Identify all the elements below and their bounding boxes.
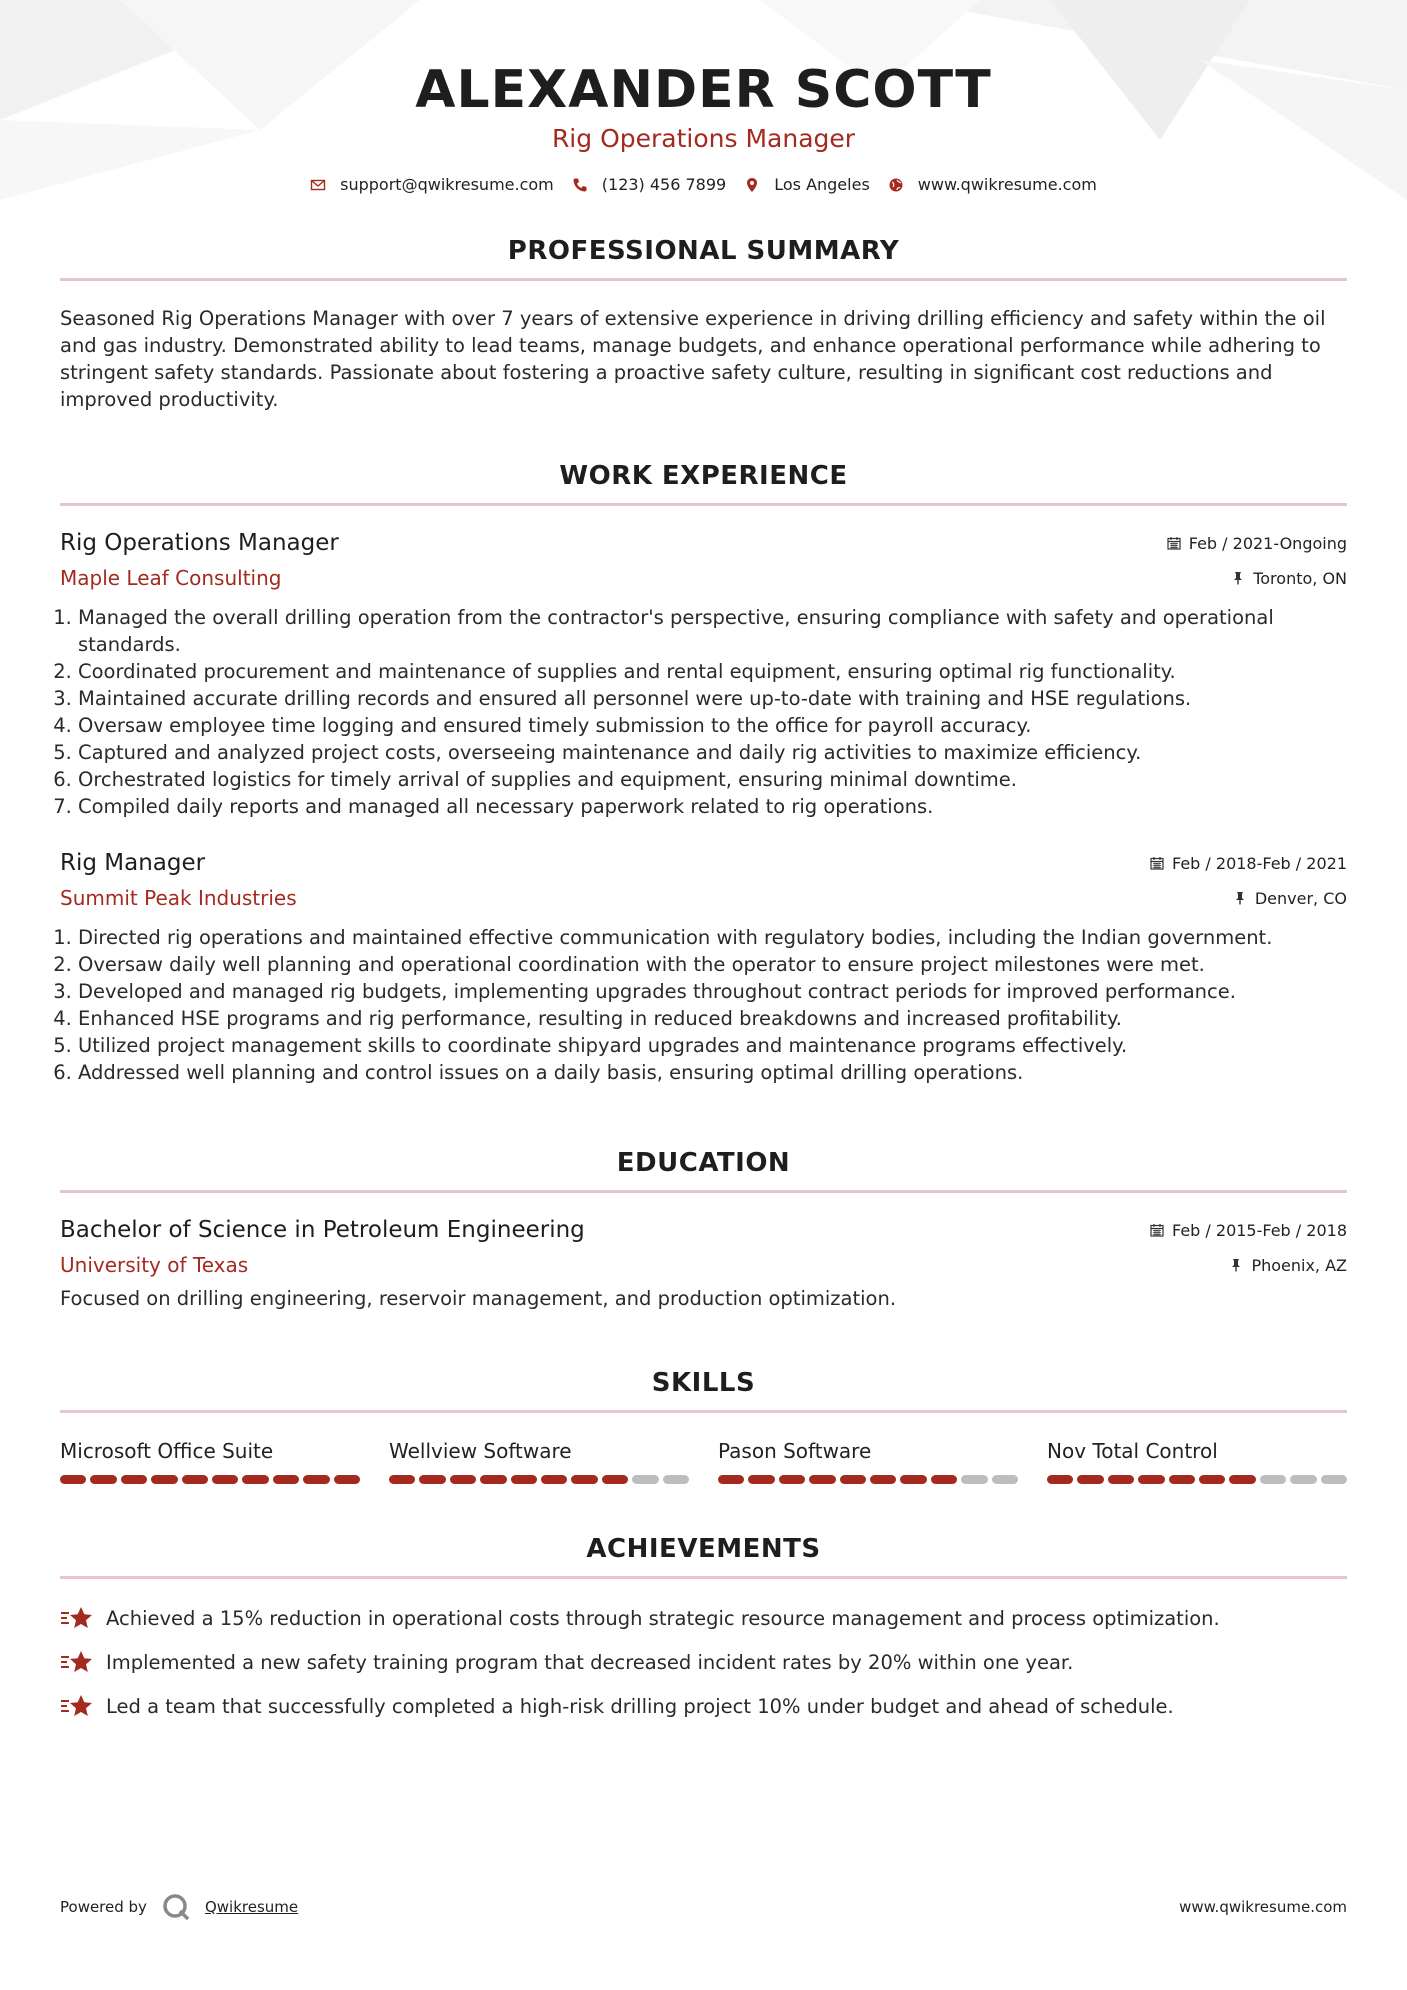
skill-segment-filled	[480, 1475, 506, 1484]
contact-website-text: www.qwikresume.com	[917, 175, 1097, 194]
skill-segment-filled	[450, 1475, 476, 1484]
list-item: 7. Compiled daily reports and managed all necessary paperwork related to rig operations.	[78, 793, 1347, 820]
envelope-icon	[310, 177, 326, 193]
list-item: 1. Directed rig operations and maintained effective communication with regulatory bodies, including the Indian government.	[78, 924, 1347, 951]
list-item: 4. Enhanced HSE programs and rig performance, resulting in reduced breakdowns and increased profitability.	[78, 1005, 1347, 1032]
list-item: 3. Developed and managed rig budgets, implementing upgrades throughout contract periods for improved performance.	[78, 978, 1347, 1005]
skill-segment-empty	[1321, 1475, 1347, 1484]
powered-by	[60, 1892, 298, 1922]
calendar-icon	[1150, 856, 1164, 870]
achievement-text: Achieved a 15% reduction in operational costs through strategic resource management and process optimization.	[106, 1606, 1220, 1630]
qwikresume-logo-icon	[161, 1892, 191, 1922]
list-item: 5. Utilized project management skills to coordinate shipyard upgrades and maintenance programs effectively.	[78, 1032, 1347, 1059]
skill-name: Nov Total Control	[1047, 1439, 1218, 1463]
skill-segment-empty	[663, 1475, 689, 1484]
list-item: 1. Managed the overall drilling operation from the contractor's perspective, ensuring compliance with safety and operational standards.	[78, 604, 1347, 658]
skill-segment-filled	[840, 1475, 866, 1484]
education-dates	[1150, 1221, 1347, 1240]
list-item: 4. Oversaw employee time logging and ensured timely submission to the office for payroll accuracy.	[78, 712, 1347, 739]
skill-segment-filled	[121, 1475, 147, 1484]
skill-segment-filled	[151, 1475, 177, 1484]
job-title: Rig Manager	[60, 850, 206, 876]
candidate-name: ALEXANDER SCOTT	[415, 60, 992, 120]
list-item: 6. Orchestrated logistics for timely arrival of supplies and equipment, ensuring minimal downtime.	[78, 766, 1347, 793]
star-icon	[60, 1605, 94, 1631]
contact-email-text: support@qwikresume.com	[340, 175, 554, 194]
education-entry	[60, 1217, 1347, 1310]
skill-name: Microsoft Office Suite	[60, 1439, 274, 1463]
skill-segment-filled	[273, 1475, 299, 1484]
qwikresume-link[interactable]: Qwikresume	[204, 1898, 299, 1916]
skill-segment-filled	[779, 1475, 805, 1484]
skill-level-bar	[60, 1475, 360, 1484]
skill-segment-filled	[900, 1475, 926, 1484]
skill-segment-filled	[870, 1475, 896, 1484]
skill-segment-filled	[389, 1475, 415, 1484]
skill-segment-filled	[1047, 1475, 1073, 1484]
skill-item	[60, 1439, 360, 1484]
job-location	[1231, 569, 1347, 588]
achievements-divider	[60, 1576, 1347, 1579]
skill-segment-filled	[511, 1475, 537, 1484]
skill-segment-filled	[748, 1475, 774, 1484]
list-item: 5. Captured and analyzed project costs, overseeing maintenance and daily rig activities to maximize efficiency.	[78, 739, 1347, 766]
skill-segment-filled	[718, 1475, 744, 1484]
job-dates-text: Feb / 2021-Ongoing	[1188, 533, 1347, 553]
contact-email[interactable]	[310, 175, 554, 194]
skill-segment-filled	[602, 1475, 628, 1484]
list-item: 3. Maintained accurate drilling records and ensured all personnel were up-to-date with training and HSE regulations.	[78, 685, 1347, 712]
skill-segment-filled	[1229, 1475, 1255, 1484]
map-marker-icon	[744, 177, 760, 193]
skills-divider	[60, 1410, 1347, 1413]
skill-segment-filled	[931, 1475, 957, 1484]
skill-level-bar	[718, 1475, 1018, 1484]
skill-segment-empty	[1290, 1475, 1316, 1484]
experience-divider	[60, 503, 1347, 506]
star-icon	[60, 1693, 94, 1719]
contact-location-text: Los Angeles	[774, 175, 870, 194]
achievement-text: Led a team that successfully completed a high-risk drilling project 10% under budget and ahead of schedule.	[106, 1694, 1174, 1718]
summary-heading: PROFESSIONAL SUMMARY	[507, 236, 900, 266]
skill-level-bar	[389, 1475, 689, 1484]
list-item: 2. Oversaw daily well planning and operational coordination with the operator to ensure project milestones were met.	[78, 951, 1347, 978]
achievements-list	[60, 1605, 1347, 1719]
job-dates	[1150, 854, 1347, 873]
skill-segment-empty	[1260, 1475, 1286, 1484]
education-location	[1229, 1256, 1347, 1275]
education-dates-text: Feb / 2015-Feb / 2018	[1172, 1220, 1347, 1240]
skill-item	[718, 1439, 1018, 1484]
candidate-title: Rig Operations Manager	[551, 124, 856, 153]
pushpin-icon	[1229, 1258, 1243, 1272]
summary-text: Seasoned Rig Operations Manager with over 7 years of extensive experience in driving drilling efficiency and safety within the oil and gas industry. Demonstrated ability to lead teams, manage budgets, and enhance operational performance while adhering to stringent safety standards. Passionate about fostering a proactive safety culture, resulting in significant cost reductions and improved productivity.	[60, 307, 1326, 411]
skill-segment-filled	[1138, 1475, 1164, 1484]
list-item: 6. Addressed well planning and control issues on a daily basis, ensuring optimal drilling operations.	[78, 1059, 1347, 1086]
phone-icon	[572, 177, 588, 193]
resume-header	[60, 0, 1347, 194]
skill-level-bar	[1047, 1475, 1347, 1484]
job-dates	[1167, 534, 1347, 553]
job-dates-text: Feb / 2018-Feb / 2021	[1172, 853, 1347, 873]
skill-segment-filled	[809, 1475, 835, 1484]
skill-segment-filled	[1169, 1475, 1195, 1484]
skill-segment-filled	[182, 1475, 208, 1484]
page-footer	[60, 1892, 1347, 1922]
school-name: University of Texas	[60, 1253, 249, 1277]
star-icon	[60, 1649, 94, 1675]
skill-segment-filled	[60, 1475, 86, 1484]
calendar-icon	[1167, 536, 1181, 550]
degree-title: Bachelor of Science in Petroleum Engineering	[60, 1217, 585, 1243]
skill-segment-empty	[992, 1475, 1018, 1484]
company-name: Maple Leaf Consulting	[60, 566, 282, 590]
skill-segment-filled	[571, 1475, 597, 1484]
job-location-text: Toronto, ON	[1253, 568, 1347, 588]
skill-segment-filled	[419, 1475, 445, 1484]
contact-location	[744, 175, 870, 194]
summary-divider	[60, 278, 1347, 281]
list-item: 2. Coordinated procurement and maintenance of supplies and rental equipment, ensuring optimal rig functionality.	[78, 658, 1347, 685]
achievement-text: Implemented a new safety training program that decreased incident rates by 20% within one year.	[106, 1650, 1074, 1674]
education-description: Focused on drilling engineering, reservoir management, and production optimization.	[60, 1287, 897, 1310]
job-entry	[60, 530, 1347, 820]
skill-segment-filled	[90, 1475, 116, 1484]
contact-phone[interactable]	[572, 175, 726, 194]
skill-segment-empty	[632, 1475, 658, 1484]
job-responsibilities	[60, 924, 1347, 1086]
contact-phone-text: (123) 456 7899	[601, 175, 727, 194]
skill-segment-filled	[212, 1475, 238, 1484]
education-heading: EDUCATION	[616, 1148, 791, 1178]
pushpin-icon	[1231, 571, 1245, 585]
footer-website[interactable]: www.qwikresume.com	[1179, 1898, 1347, 1916]
skill-segment-filled	[541, 1475, 567, 1484]
contact-bar	[60, 175, 1347, 194]
skill-segment-filled	[1108, 1475, 1134, 1484]
job-entry	[60, 850, 1347, 1086]
achievement-item	[60, 1605, 1347, 1631]
job-title: Rig Operations Manager	[60, 530, 339, 556]
achievement-item	[60, 1693, 1347, 1719]
skill-item	[389, 1439, 689, 1484]
experience-heading: WORK EXPERIENCE	[559, 461, 848, 491]
skills-heading: SKILLS	[651, 1368, 756, 1398]
company-name: Summit Peak Industries	[60, 886, 297, 910]
skill-name: Pason Software	[718, 1439, 872, 1463]
contact-website[interactable]	[888, 175, 1097, 194]
skill-segment-filled	[1199, 1475, 1225, 1484]
skill-segment-filled	[1077, 1475, 1103, 1484]
skills-list	[60, 1439, 1347, 1484]
job-location-text: Denver, CO	[1254, 888, 1347, 908]
education-divider	[60, 1190, 1347, 1193]
achievement-item	[60, 1649, 1347, 1675]
job-location	[1233, 889, 1347, 908]
skill-segment-filled	[334, 1475, 360, 1484]
globe-icon	[888, 177, 904, 193]
calendar-icon	[1150, 1223, 1164, 1237]
powered-by-label: Powered by	[60, 1898, 147, 1916]
job-responsibilities	[60, 604, 1347, 820]
achievements-heading: ACHIEVEMENTS	[586, 1534, 821, 1564]
skill-segment-filled	[242, 1475, 268, 1484]
skill-segment-filled	[303, 1475, 329, 1484]
skill-name: Wellview Software	[389, 1439, 572, 1463]
pushpin-icon	[1233, 891, 1247, 905]
skill-segment-empty	[961, 1475, 987, 1484]
education-location-text: Phoenix, AZ	[1251, 1255, 1347, 1275]
skill-item	[1047, 1439, 1347, 1484]
